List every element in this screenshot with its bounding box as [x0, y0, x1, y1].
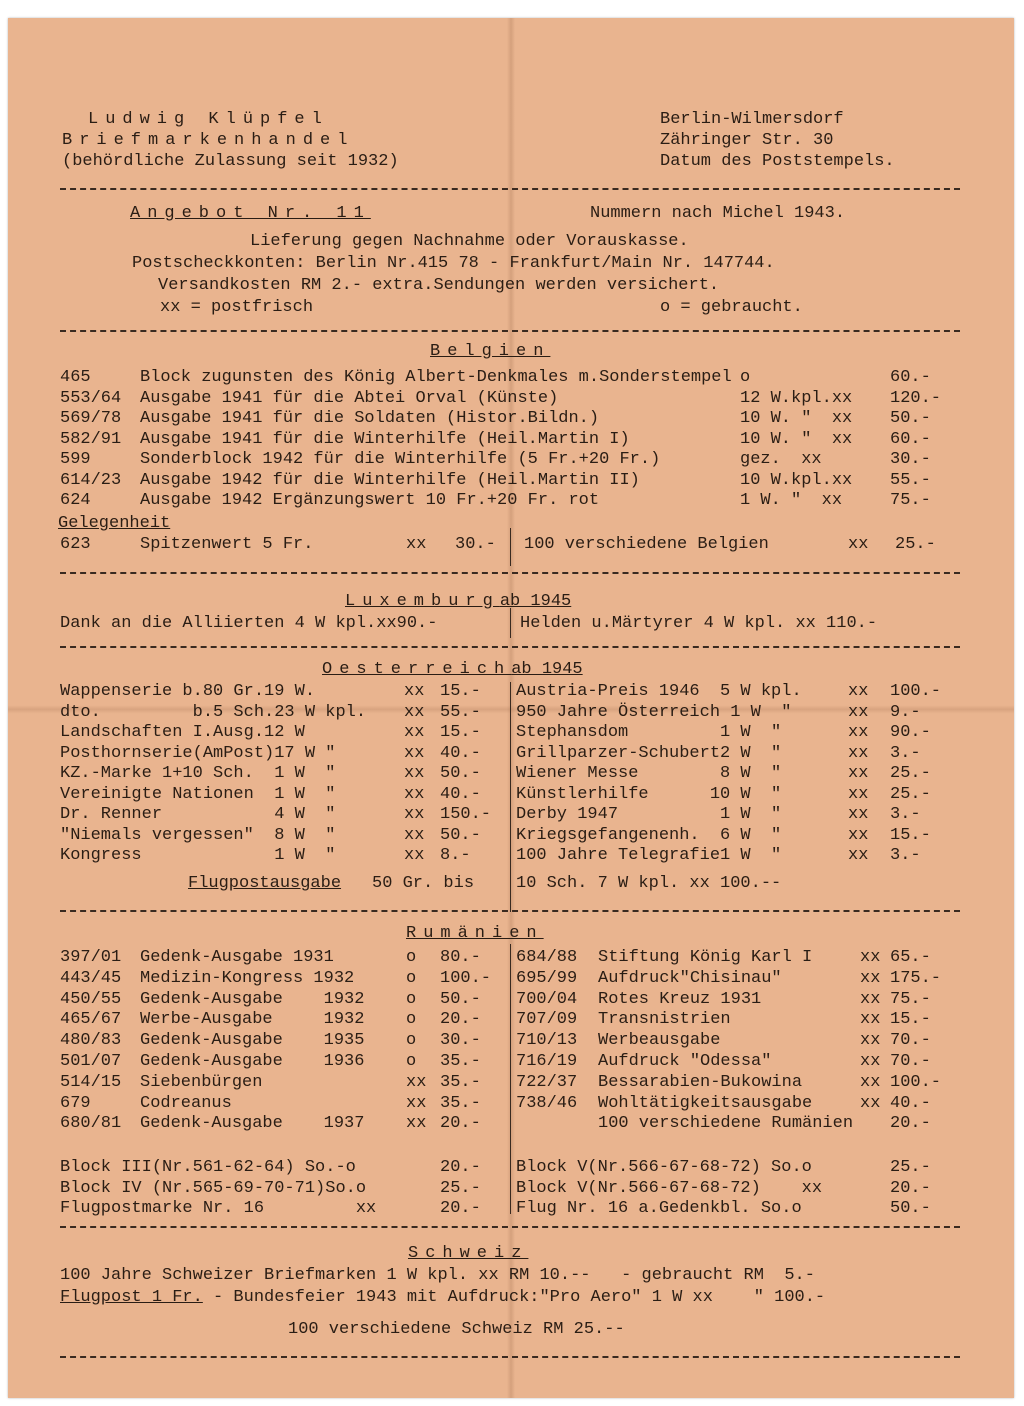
stamp-description: Posthornserie(AmPost)17 W ": [60, 743, 336, 763]
stamp-condition: o: [406, 948, 417, 967]
stamp-condition: o: [406, 989, 417, 1009]
divider: [60, 646, 960, 648]
stamp-price: 15.-: [440, 723, 481, 742]
stamp-number: 614/23: [60, 470, 122, 490]
legend-xx: xx = postfrisch: [160, 298, 314, 317]
column-divider: [510, 944, 511, 1214]
stamp-condition: xx: [404, 682, 425, 701]
stamp-condition: xx: [848, 784, 869, 804]
stamp-description: Dr. Renner 4 W ": [60, 805, 336, 824]
stamp-description: Codreanus: [140, 1093, 232, 1113]
stamp-condition: xx: [860, 1093, 881, 1113]
section-title-text: Oesterreich: [322, 660, 512, 679]
stamp-price: 20.-: [440, 1114, 481, 1134]
stamp-condition: xx: [860, 1010, 881, 1030]
stamp-condition: o: [740, 368, 751, 387]
stamp-number: 680/81: [60, 1114, 122, 1134]
stamp-price: 20.-: [890, 1114, 931, 1134]
block-price: 20.-: [440, 1199, 481, 1218]
stamp-price: 35.-: [440, 1072, 481, 1092]
legend-o: o = gebraucht.: [660, 298, 803, 317]
divider: [60, 910, 960, 912]
stamp-condition: xx: [848, 535, 869, 554]
stamp-number: 514/15: [60, 1072, 122, 1092]
stamp-condition: 10 W. " xx: [740, 429, 853, 449]
stamp-price: 75.-: [890, 491, 931, 510]
stamp-condition: xx: [406, 535, 427, 554]
stamp-number: 716/19: [516, 1052, 578, 1071]
stamp-price: 40.-: [440, 784, 481, 804]
stamp-description: 950 Jahre Österreich 1 W ": [516, 702, 792, 722]
block-price: 25.-: [440, 1178, 481, 1198]
block-description: Block III(Nr.561-62-64) So.-o: [60, 1158, 356, 1177]
stamp-number: 397/01: [60, 948, 122, 967]
stamp-condition: xx: [404, 825, 425, 845]
schweiz-flugpost-label: Flugpost 1 Fr.: [60, 1288, 203, 1307]
flugpost-label: Flugpostausgabe: [188, 874, 342, 893]
column-divider: [510, 528, 511, 566]
block-description: Block V(Nr.566-67-68-72) xx: [516, 1178, 823, 1198]
stamp-number: 700/04: [516, 989, 578, 1009]
stamp-price: 15.-: [440, 682, 481, 701]
section-title-rumaenien: Rumänien: [406, 924, 544, 943]
stamp-price: 50.-: [440, 989, 481, 1009]
stamp-condition: xx: [860, 1072, 881, 1092]
stamp-number: 722/37: [516, 1072, 578, 1092]
divider: [60, 1356, 960, 1358]
stamp-description: Rotes Kreuz 1931: [598, 989, 762, 1009]
stamp-condition: o: [406, 1010, 417, 1030]
stamp-price: 65.-: [890, 948, 931, 967]
stamp-price: 100.-: [890, 682, 942, 701]
stamp-price: 35.-: [440, 1093, 481, 1113]
block-description: Block IV (Nr.565-69-70-71)So.o: [60, 1178, 367, 1198]
stamp-description: 100 Jahre Telegrafie1 W ": [516, 846, 782, 865]
stamp-description: Künstlerhilfe 10 W ": [516, 784, 782, 804]
stamp-description: Ausgabe 1942 Ergänzungswert 10 Fr.+20 Fr. rot: [140, 491, 600, 510]
block-price: 20.-: [440, 1158, 481, 1177]
dealer-business: Briefmarkenhandel: [62, 131, 355, 150]
stamp-description: Spitzenwert 5 Fr.: [140, 535, 314, 554]
block-price: 25.-: [890, 1158, 931, 1177]
stamp-price: 150.-: [440, 805, 492, 824]
stamp-condition: xx: [848, 846, 869, 865]
stamp-price: 25.-: [895, 535, 936, 554]
stamp-description: Gedenk-Ausgabe 1935: [140, 1031, 365, 1051]
stamp-condition: xx: [404, 784, 425, 804]
stamp-description: Transnistrien: [598, 1010, 731, 1030]
block-description: Block V(Nr.566-67-68-72) So.o: [516, 1158, 812, 1177]
section-title-belgien: Belgien: [430, 342, 551, 361]
divider: [60, 330, 960, 332]
stamp-description: Stiftung König Karl I: [598, 948, 813, 967]
block-description: Flug Nr. 16 a.Gedenkbl. So.o: [516, 1199, 802, 1218]
schweiz-line-2: [60, 1288, 825, 1308]
stamp-price: 35.-: [440, 1052, 481, 1071]
stamp-description: Wohltätigkeitsausgabe: [598, 1093, 813, 1113]
stamp-description: Siebenbürgen: [140, 1072, 263, 1092]
stamp-description: Wiener Messe 8 W ": [516, 764, 782, 783]
stamp-condition: o: [406, 968, 417, 988]
stamp-price: 25.-: [890, 784, 931, 804]
stamp-description: Werbe-Ausgabe 1932: [140, 1010, 365, 1030]
stamp-price: 100.-: [890, 1072, 942, 1092]
stamp-price: 100.-: [440, 968, 492, 988]
stamp-description: Ausgabe 1941 für die Winterhilfe (Heil.Martin I): [140, 429, 630, 449]
stamp-condition: xx: [848, 805, 869, 824]
stamp-price: 80.-: [440, 948, 481, 967]
stamp-price: 120.-: [890, 388, 942, 408]
stamp-condition: 12 W.kpl.xx: [740, 388, 853, 408]
stamp-number: 624: [60, 491, 91, 510]
stamp-number: 623: [60, 535, 91, 554]
stamp-description: Landschaften I.Ausg.12 W: [60, 723, 305, 742]
postmark-date: Datum des Poststempels.: [660, 152, 895, 171]
stamp-description: "Niemals vergessen" 8 W ": [60, 825, 336, 845]
stamp-number: 569/78: [60, 409, 122, 428]
stamp-number: 582/91: [60, 429, 122, 449]
block-price: 50.-: [890, 1199, 931, 1218]
stamp-number: 710/13: [516, 1031, 578, 1051]
stamp-price: 90.-: [890, 723, 931, 742]
stamp-number: 501/07: [60, 1052, 122, 1071]
stamp-price: 3.-: [890, 846, 921, 865]
stamp-price: 50.-: [440, 764, 481, 783]
stamp-condition: xx: [406, 1093, 427, 1113]
stamp-condition: xx: [860, 1052, 881, 1071]
stamp-description: Ausgabe 1942 für die Winterhilfe (Heil.Martin II): [140, 470, 640, 490]
stamp-condition: gez. xx: [740, 450, 822, 469]
stamp-price: 30.-: [890, 450, 931, 469]
stamp-description: Stephansdom 1 W ": [516, 723, 782, 742]
stamp-description: Austria-Preis 1946 5 W kpl.: [516, 682, 802, 701]
divider: [60, 188, 960, 190]
stamp-condition: xx: [848, 764, 869, 783]
stamp-price: 3.-: [890, 805, 921, 824]
offer-accounts: Postscheckkonten: Berlin Nr.415 78 - Frankfurt/Main Nr. 147744.: [132, 254, 775, 273]
stamp-description: 100 verschiedene Belgien: [524, 535, 769, 554]
stamp-description: Ausgabe 1941 für die Soldaten (Histor.Bildn.): [140, 409, 600, 428]
stamp-number: 443/45: [60, 968, 122, 988]
flugpost-left: 50 Gr. bis: [372, 874, 475, 893]
stamp-condition: xx: [848, 682, 869, 701]
stamp-description: 100 verschiedene Rumänien: [598, 1114, 854, 1134]
stamp-description: Medizin-Kongress 1932: [140, 968, 355, 988]
stamp-condition: xx: [406, 1072, 427, 1092]
stamp-price: 15.-: [890, 825, 931, 845]
stamp-price: 175.-: [890, 968, 942, 988]
stamp-price: 15.-: [890, 1010, 931, 1030]
stamp-description: Wappenserie b.80 Gr.19 W.: [60, 682, 316, 701]
column-divider: [510, 608, 511, 638]
stamp-description: Aufdruck"Chisinau": [598, 968, 782, 988]
stamp-number: 707/09: [516, 1010, 578, 1030]
stamp-condition: o: [406, 1052, 417, 1071]
stamp-description: Derby 1947 1 W ": [516, 805, 782, 824]
section-title-suffix: ab 1945: [499, 592, 572, 611]
flugpost-right: 10 Sch. 7 W kpl. xx 100.--: [516, 874, 782, 893]
dealer-street: Zähringer Str. 30: [660, 131, 834, 150]
schweiz-flugpost-text: - Bundesfeier 1943 mit Aufdruck:"Pro Aero" 1 W xx " 100.-: [202, 1288, 826, 1307]
stamp-condition: xx: [848, 825, 869, 845]
stamp-number: 679: [60, 1093, 91, 1113]
stamp-condition: xx: [404, 723, 425, 742]
stamp-description: Vereinigte Nationen 1 W ": [60, 784, 336, 804]
stamp-condition: xx: [406, 1114, 427, 1134]
dealer-license: (behördliche Zulassung seit 1932): [62, 152, 399, 171]
gelegenheit-label: Gelegenheit: [58, 514, 171, 533]
stamp-number: 465/67: [60, 1010, 122, 1030]
stamp-price: 75.-: [890, 989, 931, 1009]
stamp-price: 25.-: [890, 764, 931, 783]
stamp-price: 50.-: [890, 409, 931, 428]
stamp-condition: xx: [860, 1031, 881, 1051]
stamp-condition: xx: [404, 764, 425, 783]
column-divider: [510, 682, 511, 912]
stamp-price: 70.-: [890, 1031, 931, 1051]
stamp-number: 684/88: [516, 948, 578, 967]
stamp-description: Ausgabe 1941 für die Abtei Orval (Künste): [140, 388, 559, 408]
schweiz-line-3: 100 verschiedene Schweiz RM 25.--: [288, 1320, 625, 1339]
stamp-price: 50.-: [440, 825, 481, 845]
stamp-description: Gedenk-Ausgabe 1932: [140, 989, 365, 1009]
stamp-description: Werbeausgabe: [598, 1031, 721, 1051]
stamp-condition: xx: [848, 723, 869, 742]
stamp-price: 9.-: [890, 702, 921, 722]
stamp-condition: xx: [404, 805, 425, 824]
stamp-condition: xx: [860, 989, 881, 1009]
stamp-number: 599: [60, 450, 91, 469]
stamp-condition: o: [406, 1031, 417, 1051]
stamp-price: 60.-: [890, 368, 931, 387]
divider: [60, 572, 960, 574]
stamp-price: 30.-: [440, 1031, 481, 1051]
table-row: [60, 535, 91, 555]
section-title-oesterreich: [322, 660, 583, 680]
stamp-condition: xx: [860, 948, 881, 967]
offer-numbering: Nummern nach Michel 1943.: [590, 204, 846, 223]
stamp-condition: 10 W.kpl.xx: [740, 470, 853, 490]
section-title-schweiz: Schweiz: [408, 1244, 529, 1263]
stamp-condition: 10 W. " xx: [740, 409, 853, 428]
luxemburg-left-offer: Dank an die Alliierten 4 W kpl.xx90.-: [60, 614, 438, 633]
stamp-price: 40.-: [890, 1093, 931, 1113]
stamp-number: 465: [60, 368, 91, 387]
stamp-condition: 1 W. " xx: [740, 491, 843, 510]
stamp-number: 738/46: [516, 1093, 578, 1113]
stamp-price: 55.-: [440, 702, 481, 722]
dealer-name: Ludwig Klüpfel: [88, 110, 329, 129]
stamp-number: 695/99: [516, 968, 578, 988]
stamp-price: 20.-: [440, 1010, 481, 1030]
stamp-description: Grillparzer-Schubert2 W ": [516, 743, 782, 763]
stamp-number: 553/64: [60, 388, 122, 408]
stamp-price: 8.-: [440, 846, 471, 865]
stamp-description: Block zugunsten des König Albert-Denkmales m.Sonderstempel: [140, 368, 732, 387]
offer-title: Angebot Nr. 11: [130, 204, 371, 223]
stamp-description: Sonderblock 1942 für die Winterhilfe (5 Fr.+20 Fr.): [140, 450, 661, 469]
luxemburg-right-offer: Helden u.Märtyrer 4 W kpl. xx 110.-: [520, 614, 878, 633]
stamp-description: Gedenk-Ausgabe 1937: [140, 1114, 365, 1134]
stamp-description: dto. b.5 Sch.23 W kpl.: [60, 702, 367, 722]
stamp-description: Gedenk-Ausgabe 1936: [140, 1052, 365, 1071]
stamp-description: Kriegsgefangenenh. 6 W ": [516, 825, 782, 845]
stamp-description: Gedenk-Ausgabe 1931: [140, 948, 334, 967]
divider: [60, 1226, 960, 1228]
stamp-condition: xx: [860, 968, 881, 988]
stamp-condition: xx: [848, 743, 869, 763]
stamp-description: Aufdruck "Odessa": [598, 1052, 772, 1071]
stamp-description: Bessarabien-Bukowina: [598, 1072, 803, 1092]
stamp-number: 450/55: [60, 989, 122, 1009]
stamp-condition: xx: [404, 743, 425, 763]
stamp-price: 55.-: [890, 470, 931, 490]
section-title-luxemburg: [345, 592, 571, 612]
stamp-price: 60.-: [890, 429, 931, 449]
stamp-description: Kongress 1 W ": [60, 846, 336, 865]
section-title-text: Luxemburg: [345, 592, 500, 611]
schweiz-line-1: 100 Jahre Schweizer Briefmarken 1 W kpl. xx RM 10.-- - gebraucht RM 5.-: [60, 1266, 815, 1285]
stamp-condition: xx: [848, 702, 869, 722]
block-price: 20.-: [890, 1178, 931, 1198]
offer-shipping: Versandkosten RM 2.- extra.Sendungen werden versichert.: [158, 276, 720, 295]
stamp-price: 3.-: [890, 743, 921, 763]
stamp-description: KZ.-Marke 1+10 Sch. 1 W ": [60, 764, 336, 783]
stamp-number: 480/83: [60, 1031, 122, 1051]
stamp-price: 70.-: [890, 1052, 931, 1071]
dealer-city: Berlin-Wilmersdorf: [660, 110, 844, 129]
stamp-condition: xx: [404, 702, 425, 722]
block-description: Flugpostmarke Nr. 16 xx: [60, 1199, 377, 1218]
stamp-price: 30.-: [455, 535, 496, 554]
offer-delivery: Lieferung gegen Nachnahme oder Vorauskasse.: [250, 232, 689, 251]
section-title-suffix: ab 1945: [511, 660, 583, 679]
stamp-price: 40.-: [440, 743, 481, 763]
stamp-condition: xx: [404, 846, 425, 865]
